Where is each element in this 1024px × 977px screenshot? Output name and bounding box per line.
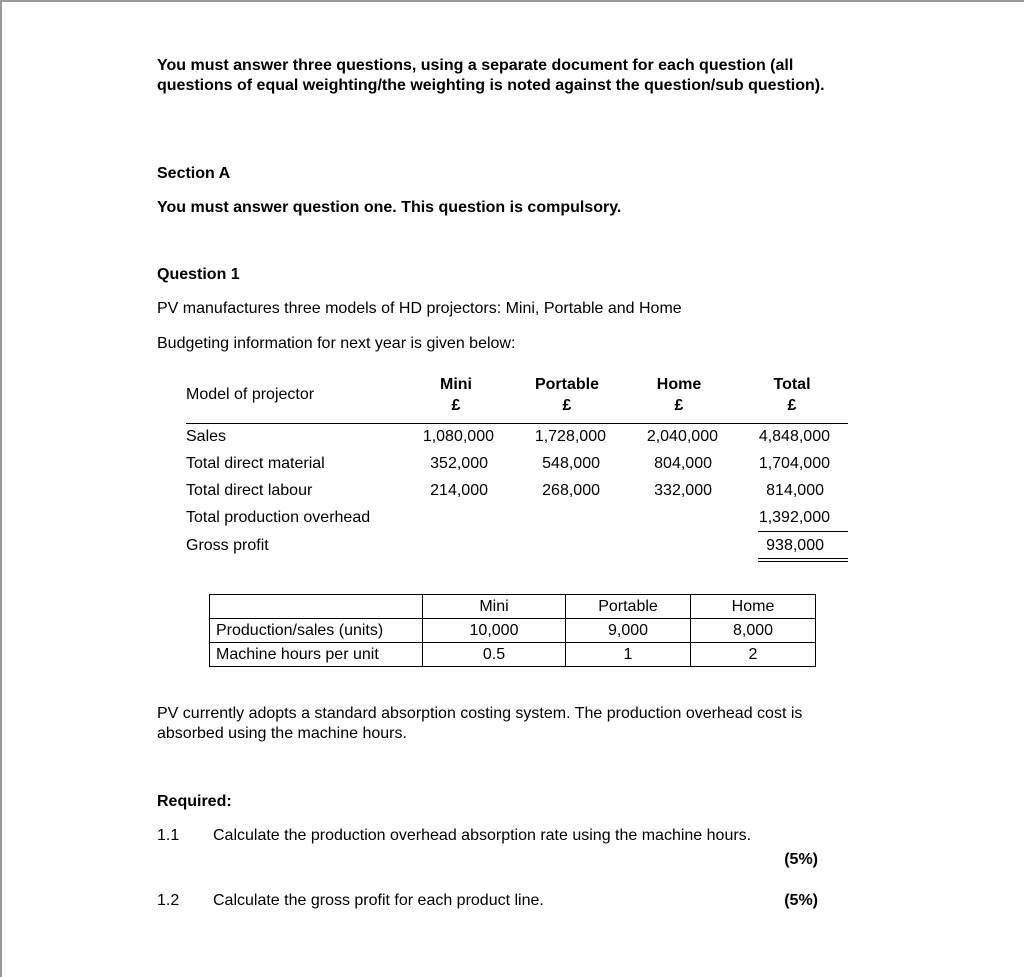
- units-header-home: Home: [691, 595, 816, 619]
- question-heading: Question 1: [157, 266, 240, 283]
- units-table: [209, 594, 816, 667]
- budget-cell: 938,000: [766, 537, 824, 554]
- paragraph-intro: PV manufactures three models of HD projectors: Mini, Portable and Home: [157, 300, 682, 317]
- budget-cell: 814,000: [766, 482, 824, 499]
- budget-col-home: Home: [656, 376, 702, 393]
- units-cell: 9,000: [566, 619, 691, 643]
- budget-row-label: Total production overhead: [186, 509, 371, 526]
- budget-col-portable: Portable: [534, 376, 599, 393]
- total-rule-2: [758, 561, 848, 562]
- budget-col-total: Total: [773, 376, 811, 393]
- subtotal-rule: [758, 531, 848, 532]
- question-number: 1.2: [157, 892, 180, 909]
- budget-cell: 2,040,000: [646, 428, 718, 445]
- budget-row-header: Model of projector: [186, 386, 315, 403]
- budget-cell: 804,000: [654, 455, 712, 472]
- budget-cell: 1,728,000: [534, 428, 606, 445]
- required-heading: Required:: [157, 793, 232, 810]
- question-marks: (5%): [784, 851, 818, 868]
- units-row-label: Production/sales (units): [210, 619, 423, 643]
- budget-row-label: Sales: [186, 428, 227, 445]
- page-border-left: [0, 0, 2, 977]
- budget-cell: 214,000: [430, 482, 488, 499]
- budget-header-rule: [186, 423, 848, 424]
- budget-row-label: Total direct material: [186, 455, 325, 472]
- budget-cell: 1,704,000: [758, 455, 830, 472]
- units-cell: 8,000: [691, 619, 816, 643]
- budget-cell: 1,080,000: [422, 428, 494, 445]
- exam-instructions: You must answer three questions, using a separate document for each question (all questions of equal weighting/the weighting is noted against the question/sub question).: [157, 57, 825, 94]
- budget-cell: 548,000: [542, 455, 600, 472]
- section-instruction: You must answer question one. This question is compulsory.: [157, 199, 622, 216]
- budget-cell: 332,000: [654, 482, 712, 499]
- units-cell: 2: [691, 643, 816, 667]
- budget-col-total-unit: £: [787, 397, 797, 414]
- budget-cell: 352,000: [430, 455, 488, 472]
- budget-col-home-unit: £: [674, 397, 684, 414]
- budget-cell: 268,000: [542, 482, 600, 499]
- units-header-mini: Mini: [423, 595, 566, 619]
- units-table-corner: [210, 595, 423, 619]
- budget-col-mini-unit: £: [451, 397, 461, 414]
- question-marks: (5%): [784, 892, 818, 909]
- page-border-top: [0, 0, 1024, 2]
- budget-col-portable-unit: £: [562, 397, 572, 414]
- budget-cell: 1,392,000: [758, 509, 830, 526]
- units-header-portable: Portable: [566, 595, 691, 619]
- budget-cell: 4,848,000: [758, 428, 830, 445]
- paragraph-budget-intro: Budgeting information for next year is given below:: [157, 335, 516, 352]
- budget-col-mini: Mini: [440, 376, 472, 393]
- units-cell: 0.5: [423, 643, 566, 667]
- section-heading: Section A: [157, 165, 231, 182]
- paragraph-costing: PV currently adopts a standard absorption costing system. The production overhead cost is absorbed using the machine hours.: [157, 705, 803, 742]
- question-text: Calculate the production overhead absorption rate using the machine hours.: [213, 827, 752, 844]
- units-row-label: Machine hours per unit: [210, 643, 423, 667]
- question-text: Calculate the gross profit for each product line.: [213, 892, 544, 909]
- units-cell: 1: [566, 643, 691, 667]
- question-number: 1.1: [157, 827, 180, 844]
- units-cell: 10,000: [423, 619, 566, 643]
- budget-row-label: Total direct labour: [186, 482, 313, 499]
- total-rule-1: [758, 558, 848, 559]
- budget-row-label: Gross profit: [186, 537, 269, 554]
